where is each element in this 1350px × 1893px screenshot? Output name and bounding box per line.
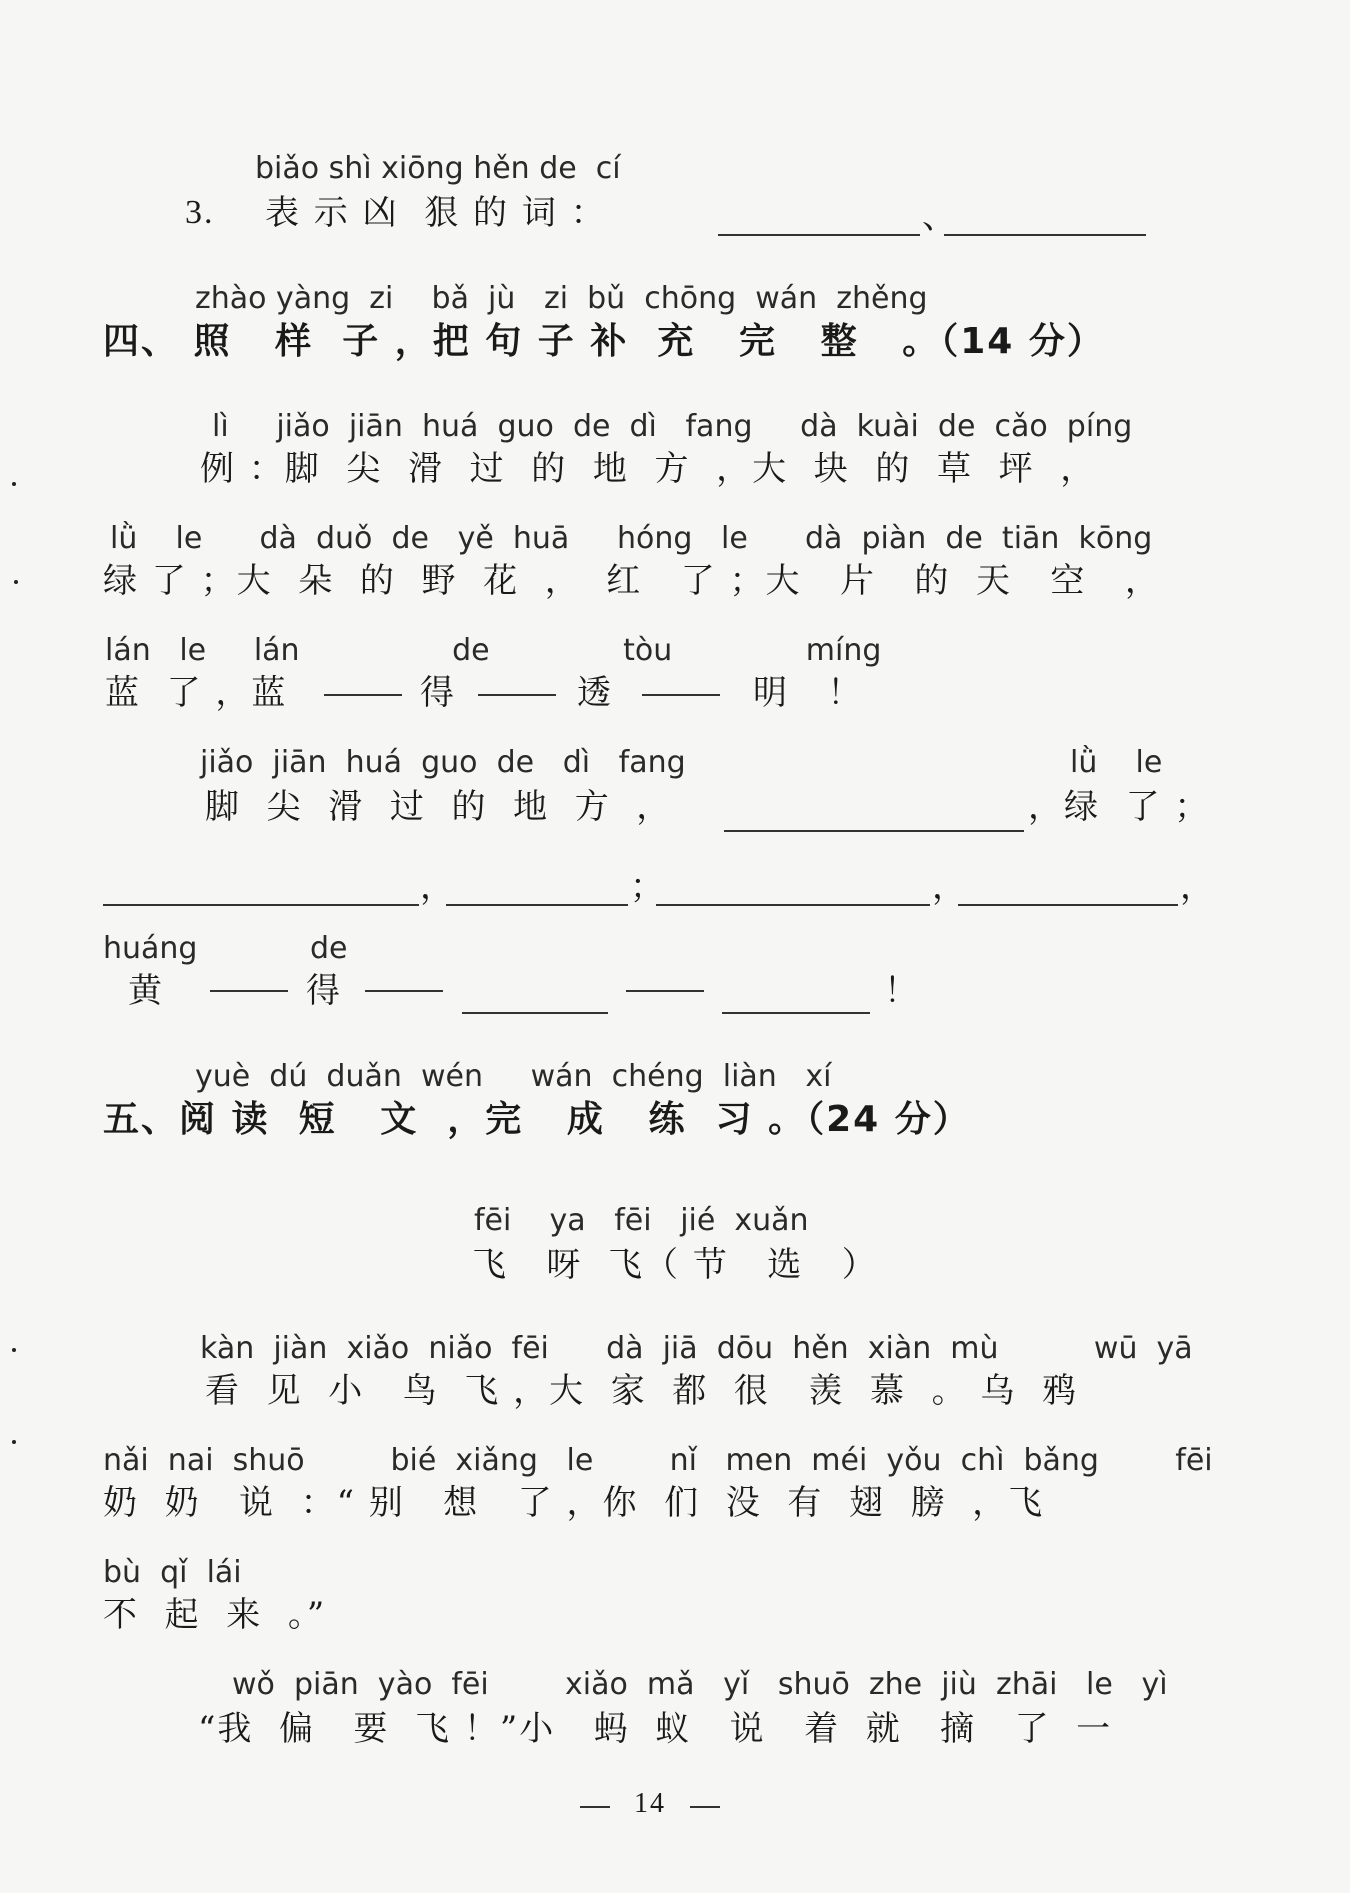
page-number: 14 bbox=[634, 1788, 666, 1819]
section5-pinyin: yuè dú duǎn wén wán chéng liàn xí bbox=[195, 1059, 832, 1094]
passage-p4-text: “我 偏 要 飞 ！”小 蚂 蚁 说 着 就 摘 了 一 bbox=[198, 1709, 1113, 1749]
task-answer-blank-5[interactable] bbox=[958, 904, 1178, 906]
dash-line bbox=[324, 694, 402, 696]
example-line2-pinyin: lǜ le dà duǒ de yě huā hóng le dà piàn de tiān kōng bbox=[110, 521, 1153, 556]
example-line1-pinyin: lì jiǎo jiān huá guo de dì fang dà kuài de cǎo píng bbox=[212, 409, 1133, 444]
task-line1-text-b: ，绿 了 ； bbox=[1028, 787, 1211, 827]
task-answer-blank-7[interactable] bbox=[722, 1012, 870, 1014]
task-answer-blank-4[interactable] bbox=[656, 904, 930, 906]
passage-p3-text: 不 起 来 。” bbox=[103, 1595, 327, 1635]
dash-line bbox=[478, 694, 556, 696]
passage-p2-text: 奶 奶 说 ：“ 别 想 了 ，你 们 没 有 翅 膀 ，飞 bbox=[103, 1483, 1045, 1523]
dash-line bbox=[365, 990, 443, 992]
dash-line bbox=[626, 990, 704, 992]
page-number-dash-right bbox=[690, 1806, 720, 1808]
q3-answer-blank-1[interactable] bbox=[718, 234, 920, 236]
task-line3-text-b: 得 bbox=[306, 971, 342, 1011]
margin-dot bbox=[12, 1348, 16, 1352]
dash-line bbox=[642, 694, 720, 696]
task-answer-blank-6[interactable] bbox=[462, 1012, 608, 1014]
task-line3-text-end: ！ bbox=[884, 971, 920, 1011]
task-answer-blank-3[interactable] bbox=[446, 904, 628, 906]
passage-p3-pinyin: bù qǐ lái bbox=[103, 1555, 242, 1590]
task-line1-text: 脚 尖 滑 过 的 地 方 ， bbox=[205, 787, 673, 827]
passage-title: 飞 呀 飞（ 节 选 ） bbox=[472, 1245, 878, 1285]
passage-p2-pinyin: nǎi nai shuō bié xiǎng le nǐ men méi yǒu chì bǎng fēi bbox=[103, 1443, 1213, 1478]
example-line3-text-c: 透 bbox=[577, 673, 613, 713]
passage-p4-pinyin: wǒ piān yào fēi xiǎo mǎ yǐ shuō zhe jiù zhāi le yì bbox=[232, 1667, 1168, 1702]
task-line3-pinyin-a: huáng bbox=[103, 931, 198, 966]
q3-number: 3. bbox=[185, 194, 215, 231]
dash-line bbox=[210, 990, 288, 992]
section4-title: 四、 照 样 子 ，把 句 子 补 充 完 整 。（14 分） bbox=[103, 321, 1105, 362]
passage-p1-text: 看 见 小 鸟 飞 ，大 家 都 很 羡 慕 。 乌 鸦 bbox=[205, 1371, 1078, 1411]
margin-dot bbox=[12, 1440, 16, 1444]
example-line3-text-b: 得 bbox=[420, 673, 456, 713]
task-line2-mark-4: ， bbox=[1180, 867, 1216, 907]
passage-title-pinyin: fēi ya fēi jié xuǎn bbox=[474, 1203, 809, 1238]
example-line2-text: 绿 了 ；大 朵 的 野 花 ， 红 了 ；大 片 的 天 空 ， bbox=[103, 561, 1161, 601]
task-line3-pinyin-b: de bbox=[310, 931, 348, 966]
q3-separator: 、 bbox=[922, 197, 958, 237]
margin-dot bbox=[14, 580, 18, 584]
page-number-dash-left bbox=[580, 1806, 610, 1808]
q3-text: 表 示 凶 狠 的 词 ： bbox=[265, 193, 607, 233]
example-line3-text-d: 明 ！ bbox=[753, 673, 864, 713]
section4-pinyin: zhào yàng zi bǎ jù zi bǔ chōng wán zhěng bbox=[195, 281, 928, 316]
task-line2-mark-1: ， bbox=[420, 867, 456, 907]
task-line2-mark-3: ， bbox=[932, 867, 968, 907]
task-line1-pinyin-b: lǜ le bbox=[1070, 745, 1163, 780]
example-line3-text-a: 蓝 了 ，蓝 bbox=[105, 673, 288, 713]
task-answer-blank-2[interactable] bbox=[103, 904, 419, 906]
passage-p1-pinyin: kàn jiàn xiǎo niǎo fēi dà jiā dōu hěn xiàn mù wū yā bbox=[200, 1331, 1193, 1366]
example-line1-text: 例 ：脚 尖 滑 过 的 地 方 ，大 块 的 草 坪 ， bbox=[200, 449, 1097, 489]
section5-title: 五、阅 读 短 文 ，完 成 练 习 。（24 分） bbox=[103, 1099, 971, 1140]
task-line3-text-a: 黄 bbox=[128, 971, 164, 1011]
task-line1-pinyin: jiǎo jiān huá guo de dì fang bbox=[200, 745, 686, 780]
margin-dot bbox=[12, 482, 16, 486]
q3-answer-blank-2[interactable] bbox=[944, 234, 1146, 236]
task-line2-mark-2: ； bbox=[630, 867, 666, 907]
q3-pinyin: biǎo shì xiōng hěn de cí bbox=[255, 151, 621, 186]
example-line3-pinyin: lán le lán de tòu míng bbox=[105, 633, 882, 668]
task-answer-blank-1[interactable] bbox=[724, 830, 1024, 832]
